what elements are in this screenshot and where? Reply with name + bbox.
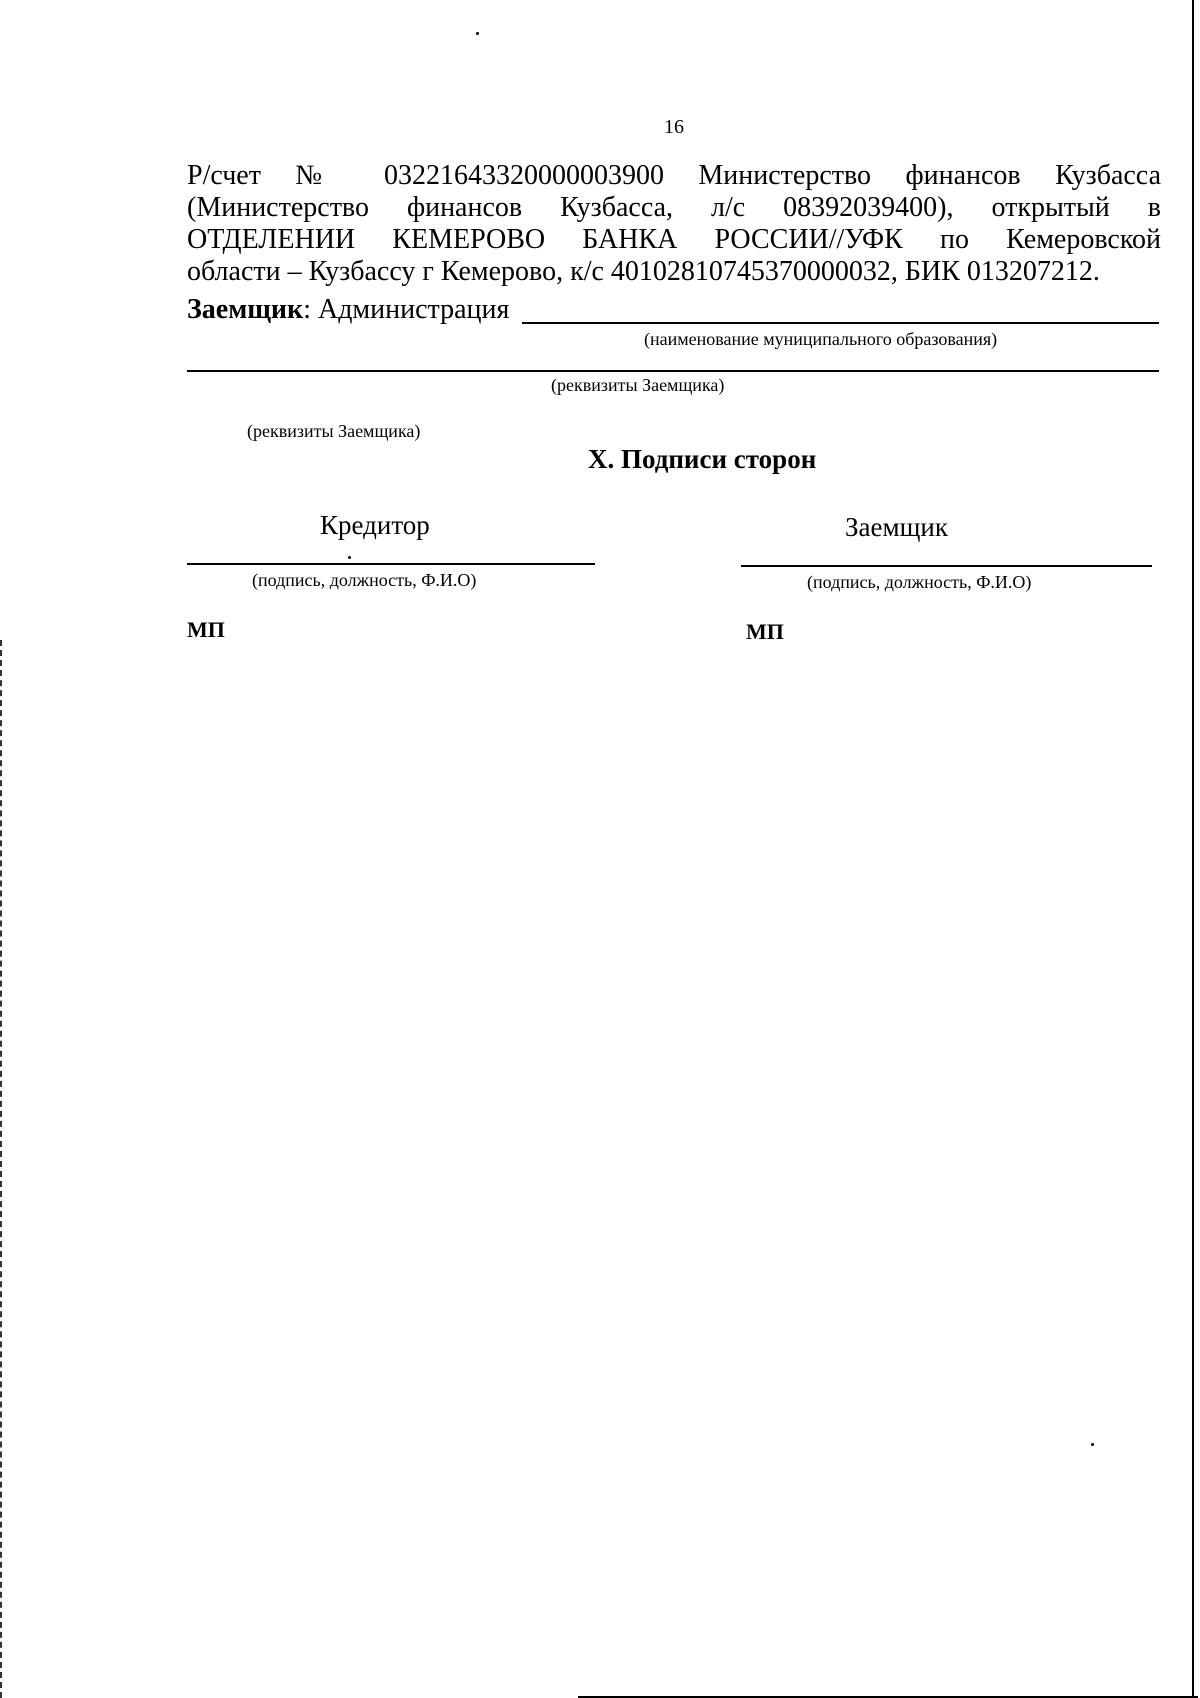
scan-edge-right <box>1192 0 1194 1698</box>
municipality-name-line <box>522 322 1159 324</box>
scan-speck <box>476 32 479 35</box>
account-line-4: области – Кузбассу г Кемерово, к/с 40102810745370000032, БИК 013207212. <box>187 256 1100 287</box>
borrower-admin-text: Администрация <box>310 294 510 325</box>
scan-edge-left <box>0 640 2 1698</box>
borrower-line <box>187 294 509 326</box>
borrower-details-line <box>187 370 1159 372</box>
section-title: X. Подписи сторон <box>588 444 817 474</box>
creditor-stamp-place: МП <box>187 617 225 642</box>
account-line-2: (Министерство финансов Кузбасса, л/с 08392039400), открытый в <box>187 192 1161 223</box>
borrower-separator: : <box>303 294 311 325</box>
page-number: 16 <box>664 116 684 138</box>
creditor-signature-caption: (подпись, должность, Ф.И.О) <box>252 570 477 590</box>
borrower-details-caption: (реквизиты Заемщика) <box>551 375 725 395</box>
borrower-label: Заемщик <box>187 294 304 325</box>
creditor-signature-line <box>187 563 595 565</box>
scan-speck <box>348 556 351 559</box>
borrower-signature-line <box>741 565 1152 567</box>
creditor-label: Кредитор <box>320 510 430 540</box>
municipality-name-caption: (наименование муниципального образования) <box>644 329 998 349</box>
account-line-3: ОТДЕЛЕНИИ КЕМЕРОВО БАНКА РОССИИ//УФК по Кемеровской <box>187 224 1161 255</box>
account-paragraph <box>187 160 1161 288</box>
borrower-signature-caption: (подпись, должность, Ф.И.О) <box>807 572 1032 592</box>
borrower-party-label: Заемщик <box>845 512 948 542</box>
borrower-details-caption-2: (реквизиты Заемщика) <box>247 421 421 441</box>
scan-speck <box>1091 1443 1094 1446</box>
borrower-stamp-place: МП <box>746 619 784 644</box>
account-line-1: Р/счет № 03221643320000003900 Министерство финансов Кузбасса <box>187 160 1161 191</box>
